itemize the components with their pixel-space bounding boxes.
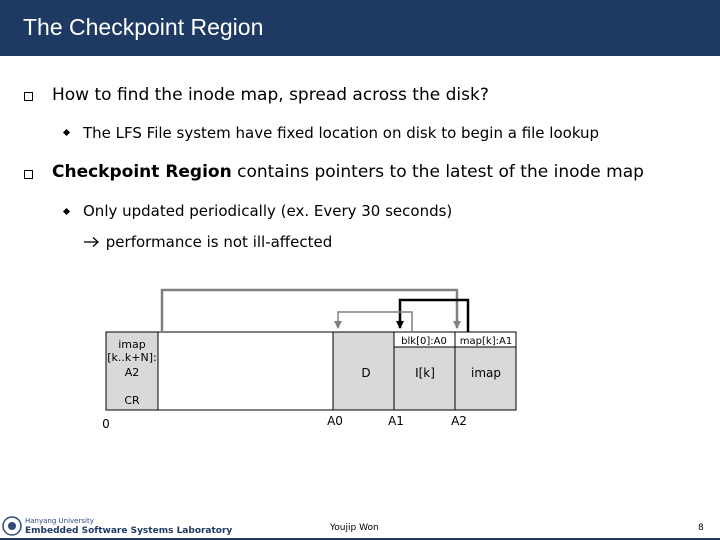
cr-line-2: [k..k+N]: — [107, 351, 157, 364]
bullet-2-bold: Checkpoint Region — [52, 162, 232, 182]
cr-line-1: imap — [118, 338, 146, 351]
bullet-2-rest: contains pointers to the latest of the inode map — [231, 162, 644, 182]
block-label-inode: I[k] — [415, 366, 435, 380]
header-blk0: blk[0]:A0 — [401, 336, 447, 347]
header-mapk: map[k]:A1 — [459, 336, 513, 347]
arrow-line-text: performance is not ill-affected — [105, 233, 333, 251]
footer-university: Hanyang University — [25, 517, 94, 525]
address-0: 0 — [102, 417, 110, 431]
address-a0: A0 — [327, 414, 343, 428]
block-label-imap: imap — [471, 366, 501, 380]
bullet-2-sub: Only updated periodically (ex. Every 30 seconds) — [83, 202, 453, 220]
footer-author: Youjip Won — [330, 523, 379, 533]
bullet-1-sub: The LFS File system have fixed location on disk to begin a file lookup — [83, 124, 600, 142]
address-a2: A2 — [451, 414, 467, 428]
bullet-1-text: How to find the inode map, spread across the disk? — [52, 85, 489, 105]
footer-lab: Embedded Software Systems Laboratory — [25, 526, 233, 536]
slide-title: The Checkpoint Region — [23, 14, 264, 40]
cr-label: CR — [124, 394, 140, 407]
block-label-d: D — [361, 366, 371, 380]
page-number: 8 — [698, 523, 704, 533]
cr-line-3: A2 — [124, 366, 140, 379]
address-a1: A1 — [388, 414, 404, 428]
